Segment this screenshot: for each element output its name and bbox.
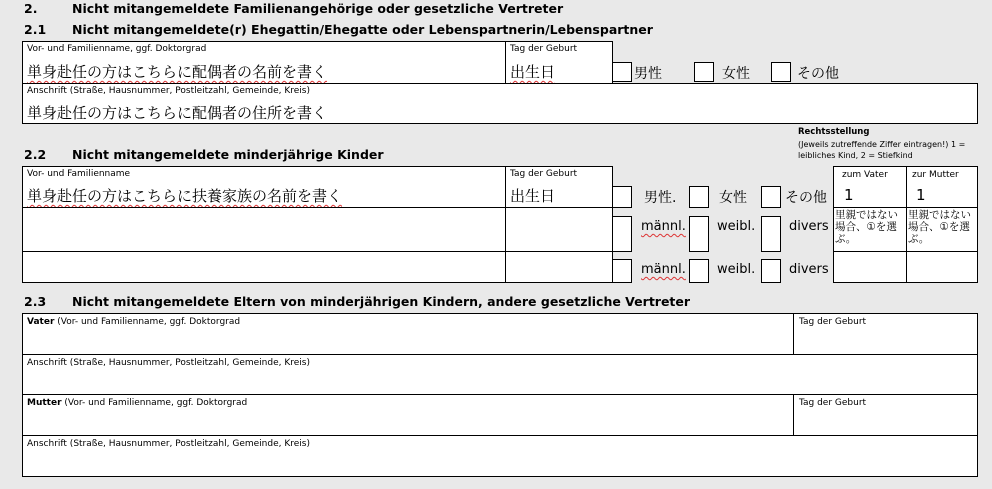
mother-address-field[interactable]: [22, 435, 978, 477]
spouse-gender-female-label: 女性: [722, 66, 750, 82]
child-2-name-field[interactable]: [22, 207, 506, 252]
father-name-field[interactable]: [22, 313, 794, 355]
mother-name-label-bold: Mutter: [27, 398, 62, 408]
section-2-2-number: 2.2: [24, 147, 47, 162]
father-name-label-bold: Vater: [27, 317, 55, 327]
child-3-gender-other-label: divers: [789, 262, 829, 277]
child-3-gender-female-label: weibl.: [717, 262, 756, 277]
child-1-father-status-field[interactable]: [833, 166, 907, 208]
section-2-2-title: Nicht mitangemeldete minderjährige Kinder: [72, 147, 384, 162]
child-2-gender-female-label: weibl.: [717, 219, 756, 234]
child-1-name-value: 単身赴任の方はこちらに扶養家族の名前を書く: [27, 187, 343, 205]
spouse-gender-other-checkbox[interactable]: [771, 62, 791, 82]
child-1-mother-status-field[interactable]: [906, 166, 978, 208]
spouse-gender-male-checkbox[interactable]: [612, 62, 632, 82]
child-3-mother-status-field[interactable]: [906, 251, 978, 283]
child-3-dob-field[interactable]: [505, 251, 613, 283]
child-3-gender-male-label: männl.: [641, 262, 686, 277]
child-2-mother-note: 里親ではない場合、①を選ぶ。: [908, 209, 971, 245]
child-dob-label: Tag der Geburt: [510, 169, 578, 179]
father-name-label-rest: (Vor- und Familienname, ggf. Doktorgrad: [54, 317, 241, 327]
child-1-dob-field[interactable]: [505, 166, 613, 208]
child-2-gender-other-label: divers: [789, 219, 829, 234]
section-2-1-number: 2.1: [24, 22, 47, 37]
spouse-gender-female-checkbox[interactable]: [694, 62, 714, 82]
child-2-gender-male-label: männl.: [641, 219, 686, 234]
spouse-address-field[interactable]: [22, 83, 978, 124]
child-2-gender-male-checkbox[interactable]: [612, 216, 632, 252]
child-1-gender-female-checkbox[interactable]: [689, 186, 709, 208]
legal-status-note-2: leibliches Kind, 2 = Stiefkind: [798, 151, 913, 160]
father-name-label: [27, 317, 240, 327]
father-address-label: Anschrift (Straße, Hausnummer, Postleitzahl, Gemeinde, Kreis): [27, 358, 310, 368]
child-2-mother-status-field[interactable]: [906, 207, 978, 252]
child-2-dob-field[interactable]: [505, 207, 613, 252]
spouse-dob-label: Tag der Geburt: [510, 44, 578, 54]
child-3-gender-other-checkbox[interactable]: [761, 259, 781, 283]
spouse-dob-value: 出生日: [510, 63, 556, 81]
mother-status-label: zur Mutter: [912, 170, 959, 180]
spouse-dob-field[interactable]: [505, 41, 613, 84]
spouse-name-label: Vor- und Familienname, ggf. Doktorgrad: [27, 44, 207, 54]
child-1-gender-other-checkbox[interactable]: [761, 186, 781, 208]
mother-address-label: Anschrift (Straße, Hausnummer, Postleitzahl, Gemeinde, Kreis): [27, 439, 310, 449]
section-2-3-title: Nicht mitangemeldete Eltern von minderjährigen Kindern, andere gesetzliche Vertreter: [72, 294, 691, 309]
father-address-field[interactable]: [22, 354, 978, 395]
child-1-father-status-value: 1: [844, 186, 854, 204]
mother-dob-label: Tag der Geburt: [799, 398, 867, 408]
child-2-gender-other-checkbox[interactable]: [761, 216, 781, 252]
child-1-mother-status-value: 1: [916, 186, 926, 204]
child-1-gender-male-checkbox[interactable]: [612, 186, 632, 208]
father-dob-field[interactable]: [793, 313, 978, 355]
child-2-gender-female-checkbox[interactable]: [689, 216, 709, 252]
section-title: Nicht mitangemeldete Familienangehörige oder gesetzliche Vertreter: [72, 1, 564, 16]
child-2-father-note: 里親ではない場合、①を選ぶ。: [835, 209, 898, 245]
legal-status-title: Rechtsstellung: [798, 127, 870, 137]
spouse-address-value: 単身赴任の方はこちらに配偶者の住所を書く: [27, 104, 328, 122]
legal-status-note-1: (Jeweils zutreffende Ziffer eintragen!) 1 =: [798, 140, 966, 149]
father-dob-label: Tag der Geburt: [799, 317, 867, 327]
child-1-name-field[interactable]: [22, 166, 506, 208]
child-2-father-status-field[interactable]: [833, 207, 907, 252]
child-1-gender-other-label: その他: [785, 190, 827, 206]
mother-name-label: [27, 398, 247, 408]
child-1-gender-male-label: 男性.: [644, 190, 677, 206]
spouse-name-field[interactable]: [22, 41, 506, 84]
mother-dob-field[interactable]: [793, 394, 978, 436]
child-3-name-field[interactable]: [22, 251, 506, 283]
child-3-father-status-field[interactable]: [833, 251, 907, 283]
child-3-gender-male-checkbox[interactable]: [612, 259, 632, 283]
father-status-label: zum Vater: [842, 170, 888, 180]
spouse-address-label: Anschrift (Straße, Hausnummer, Postleitzahl, Gemeinde, Kreis): [27, 86, 310, 96]
spouse-name-value: 単身赴任の方はこちらに配偶者の名前を書く: [27, 63, 328, 81]
section-number: 2.: [24, 1, 38, 16]
child-name-label: Vor- und Familienname: [27, 169, 131, 179]
section-2-3-number: 2.3: [24, 294, 47, 309]
child-1-gender-female-label: 女性: [719, 190, 747, 206]
spouse-gender-male-label: 男性: [634, 66, 662, 82]
mother-name-label-rest: (Vor- und Familienname, ggf. Doktorgrad: [61, 398, 248, 408]
child-1-dob-value: 出生日: [510, 187, 556, 205]
child-3-gender-female-checkbox[interactable]: [689, 259, 709, 283]
section-2-1-title: Nicht mitangemeldete(r) Ehegattin/Ehegatte oder Lebenspartnerin/Lebenspartner: [72, 22, 653, 37]
mother-name-field[interactable]: [22, 394, 794, 436]
spouse-gender-other-label: その他: [797, 66, 839, 82]
